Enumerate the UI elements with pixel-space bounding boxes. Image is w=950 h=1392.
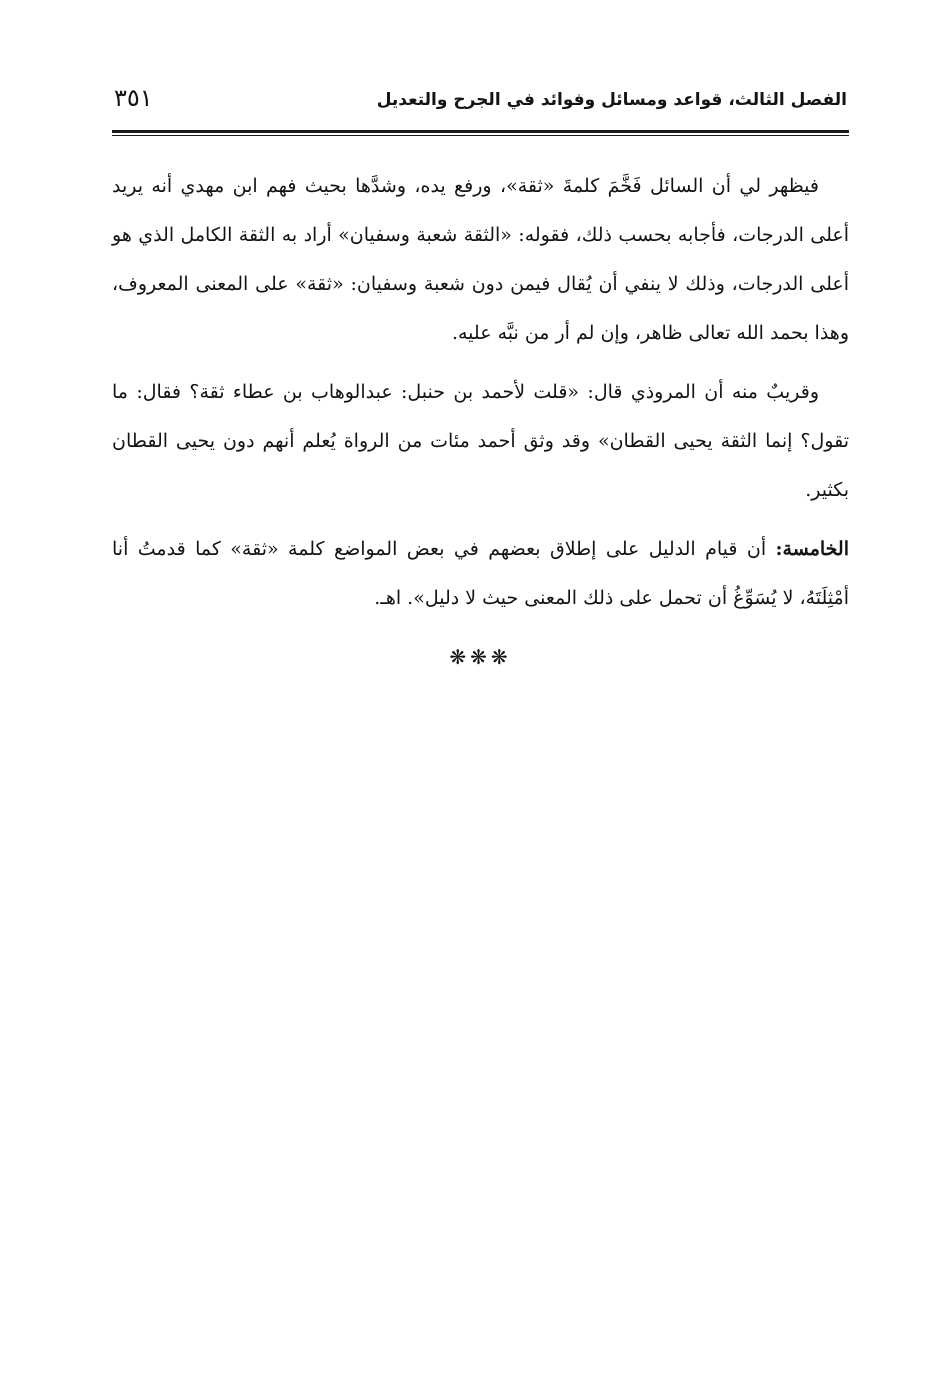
header-rule-thick bbox=[112, 130, 849, 133]
header-rule-thin bbox=[112, 135, 849, 136]
section-separator: ❋❋❋ bbox=[449, 645, 512, 669]
paragraph: فيظهر لي أن السائل فَخَّمَ كلمةَ «ثقة»، ورفع يده، وشدَّها بحيث فهم ابن مهدي أنه يريد أعلى الدرجات، فأجابه بحسب ذلك، فقوله: «الثقة شعبة وسفيان» أراد به الثقة الكامل الذي هو أعلى الدرجات، وذلك لا ينفي أن يُقال فيمن دون شعبة وسفيان: «ثقة» على المعنى المعروف، وهذا بحمد الله تعالى ظاهر، وإن لم أر من نبَّه عليه. bbox=[112, 175, 849, 344]
paragraph bbox=[112, 525, 849, 623]
paragraph-text: أن قيام الدليل على إطلاق بعضهم في بعض المواضع كلمة «ثقة» كما قدمتُ أنا أمْثِلَتَهُ، لا يُسَوِّغُ أن تحمل على ذلك المعنى حيث لا دليل». اهـ. bbox=[112, 538, 849, 609]
page-number: ٣٥١ bbox=[114, 84, 153, 112]
page-header bbox=[112, 84, 847, 124]
section-label: الخامسة: bbox=[775, 538, 849, 560]
page-body bbox=[112, 162, 849, 682]
running-title: الفصل الثالث، قواعد ومسائل وفوائد في الجرح والتعديل bbox=[376, 90, 847, 110]
paragraph: وقريبٌ منه أن المروذي قال: «قلت لأحمد بن حنبل: عبدالوهاب بن عطاء ثقة؟ فقال: ما تقول؟ إنما الثقة يحيى القطان» وقد وثق أحمد مئات من الرواة يُعلم أنهم دون يحيى القطان بكثير. bbox=[112, 381, 849, 501]
